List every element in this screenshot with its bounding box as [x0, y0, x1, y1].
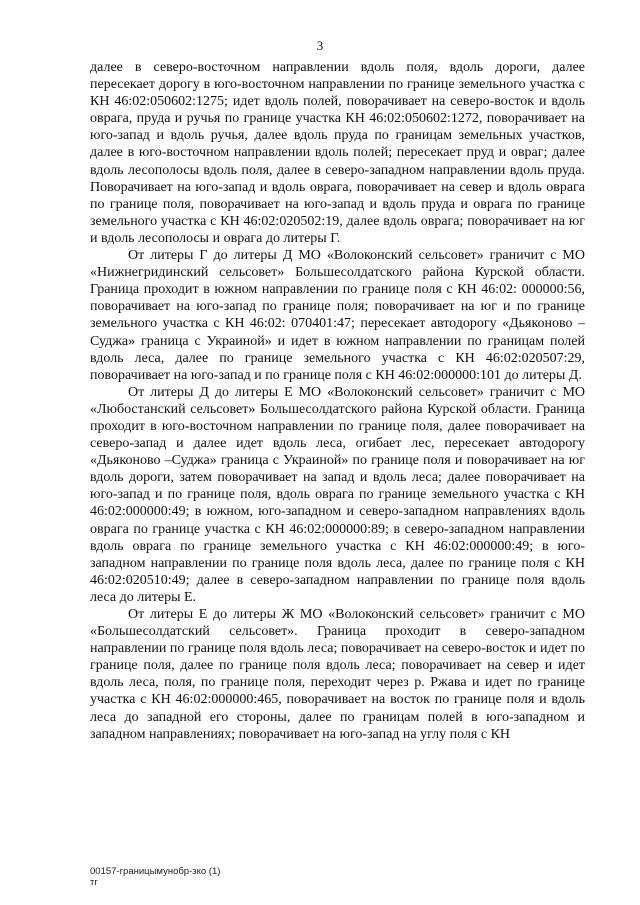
footer-initials: тг — [90, 877, 98, 888]
paragraph-continuation: далее в северо-восточном направлении вдоль поля, вдоль дороги, далее пересекает дорогу в юго-восточном направлении по границе земельного участка с КН 46:02:050602:1275; идет вдоль полей, поворачивает на северо-восток и вдоль оврага, пруда и ручья по границе участка КН 46:02:050602:1272, поворачивает на юго-запад и вдоль ручья, далее вдоль пруда по границам земельных участков, далее в юго-восточном направлении вдоль полей; пересекает пруд и овраг; далее вдоль лесополосы вдоль поля, далее в северо-западном направлении вдоль пруда. Поворачивает на юго-запад и вдоль оврага, поворачивает на север и вдоль оврага по границе поля, поворачивает на юго-запад и вдоль пруда и оврага по границе земельного участка с КН 46:02:020502:19, далее вдоль оврага; поворачивает на юг и вдоль лесополосы и оврага до литеры Г. — [90, 60, 585, 246]
paragraph-d-to-e: От литеры Д до литеры Е МО «Волоконский сельсовет» граничит с МО «Любостанский сельсовет» Большесолдатского района Курской области. Граница проходит в юго-восточном направлении по границе поля, далее поворачивает на северо-запад и далее идет вдоль леса, огибает лес, пересекает автодорогу «Дьяконово –Суджа» граница с Украиной» по границе поля и поворачивает на юг вдоль дороги, затем поворачивает на запад и вдоль леса; далее поворачивает на юго-запад и по границе поля, вдоль оврага по границе земельного участка с КН 46:02:000000:49; в южном, юго-западном и северо-западном направлениях вдоль оврага по границе участка с КН 46:02:000000:89; в северо-западном направлении вдоль оврага по границе земельного участка с КН 46:02:000000:49; в юго-западном направлении по границе поля вдоль леса, далее по границе поля с КН 46:02:020510:49; далее в северо-западном направлении по границе поля вдоль леса до литеры Е. — [90, 384, 585, 605]
document-body — [90, 59, 585, 743]
paragraph-e-to-zh: От литеры Е до литеры Ж МО «Волоконский сельсовет» граничит с МО «Большесолдатский сельсовет». Граница проходит в северо-западном направлении по границе поля вдоль леса; поворачивает на северо-восток и идет по границе поля, далее по границе поля вдоль леса; поворачивает на север и идет вдоль леса, поля, по границе поля, переходит через р. Ржава и идет по границе участка с КН 46:02:000000:465, поворачивает на восток по границе поля и вдоль леса до западной его стороны, далее по границам полей в юго-западном и западном направлениях; поворачивает на юго-запад на углу поля с КН — [90, 607, 585, 742]
footer-file-name: 00157-границымунобр-зко (1) — [90, 866, 221, 877]
paragraph-g-to-d: От литеры Г до литеры Д МО «Волоконский сельсовет» граничит с МО «Нижнегридинский сельсовет» Большесолдатского района Курской области. Граница проходит в южном направлении по границе поля с КН 46:02: 000000:56, поворачивает на юго-запад по границе поля; поворачивает на юг и по границе земельного участка с КН 46:02: 070401:47; пересекает автодорогу «Дьяконово – Суджа» граница с Украиной» и идет в южном направлении по границам полей вдоль леса, далее по границе земельного участка с КН 46:02:020507:29, поворачивает на юго-запад и по границе поля с КН 46:02:000000:101 до литеры Д. — [90, 248, 585, 383]
page-number: 3 — [316, 38, 324, 53]
footer — [90, 866, 220, 888]
